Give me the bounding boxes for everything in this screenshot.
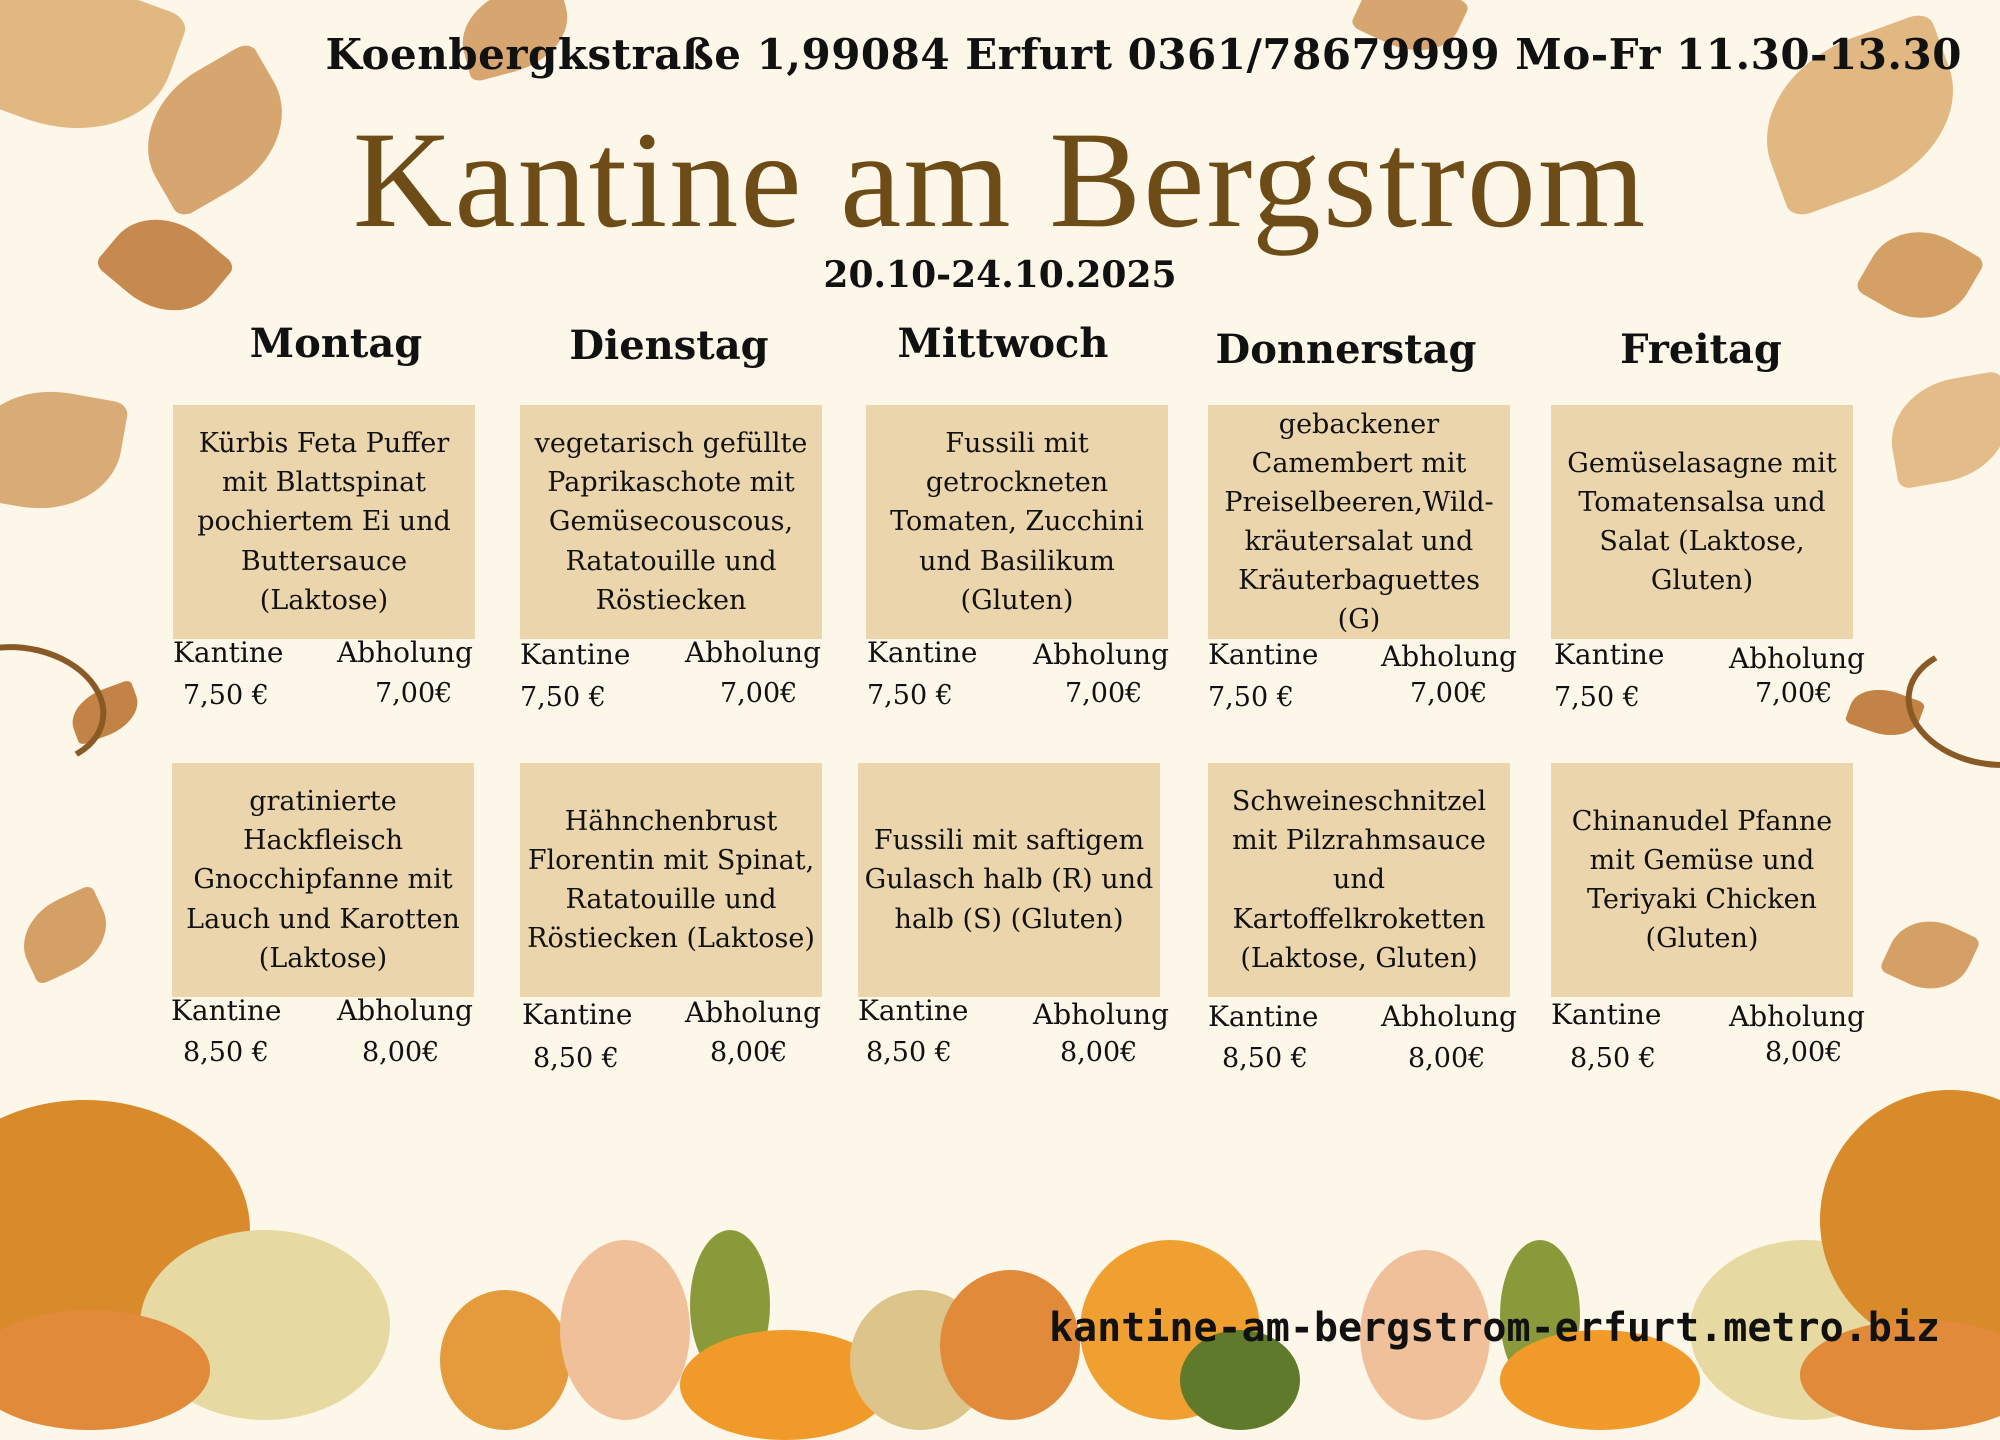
dish-card: Schweineschnitzel mit Pilzrahmsauce und Kartoffelkroketten (Laktose, Gluten) xyxy=(1208,763,1510,997)
abholung-price: 8,00€ xyxy=(710,1037,788,1068)
abholung-price: 7,00€ xyxy=(1410,678,1488,709)
abholung-price: 8,00€ xyxy=(1408,1043,1486,1074)
pumpkin-decoration xyxy=(560,1240,690,1420)
abholung-label: Abholung xyxy=(1033,998,1169,1031)
abholung-label: Abholung xyxy=(1729,1000,1865,1033)
kantine-label: Kantine xyxy=(1554,638,1665,671)
kantine-label: Kantine xyxy=(1551,998,1662,1031)
abholung-label: Abholung xyxy=(1381,640,1517,673)
kantine-label: Kantine xyxy=(520,638,631,671)
kantine-price: 7,50 € xyxy=(1554,682,1640,713)
abholung-price: 7,00€ xyxy=(375,678,453,709)
dish-card: Fussili mit saftigem Gulasch halb (R) und halb (S) (Gluten) xyxy=(858,763,1160,997)
vine-decoration xyxy=(0,631,116,781)
kantine-price: 7,50 € xyxy=(867,680,953,711)
kantine-price: 8,50 € xyxy=(1222,1043,1308,1074)
dish-card: Kürbis Feta Puffer mit Blattspinat pochiertem Ei und Buttersauce (Laktose) xyxy=(173,405,475,639)
vine-decoration xyxy=(1896,631,2000,781)
kantine-label: Kantine xyxy=(867,636,978,669)
dish-card: vegetarisch gefüllte Paprikaschote mit Gemüsecouscous, Ratatouille und Röstiecken xyxy=(520,405,822,639)
kantine-label: Kantine xyxy=(171,994,282,1027)
kantine-price: 7,50 € xyxy=(183,680,269,711)
kantine-price: 8,50 € xyxy=(1570,1043,1656,1074)
dish-card: Fussili mit getrockneten Tomaten, Zucchini und Basilikum (Gluten) xyxy=(866,405,1168,639)
pumpkin-decoration xyxy=(440,1290,570,1430)
dish-card: gebackener Camembert mit Preiselbeeren,Wild-kräutersalat und Kräuterbaguettes (G) xyxy=(1208,405,1510,639)
day-header-mittwoch: Mittwoch xyxy=(897,320,1109,367)
abholung-label: Abholung xyxy=(685,996,821,1029)
kantine-price: 8,50 € xyxy=(533,1043,619,1074)
abholung-label: Abholung xyxy=(337,994,473,1027)
kantine-label: Kantine xyxy=(173,636,284,669)
kantine-label: Kantine xyxy=(1208,638,1319,671)
kantine-label: Kantine xyxy=(522,998,633,1031)
dish-card: Chinanudel Pfanne mit Gemüse und Teriyaki Chicken (Gluten) xyxy=(1551,763,1853,997)
kantine-label: Kantine xyxy=(858,994,969,1027)
abholung-label: Abholung xyxy=(1033,638,1169,671)
abholung-price: 8,00€ xyxy=(1765,1037,1843,1068)
kantine-price: 7,50 € xyxy=(1208,682,1294,713)
abholung-price: 7,00€ xyxy=(1755,678,1833,709)
autumn-leaf-decoration xyxy=(1882,370,2000,489)
day-header-dienstag: Dienstag xyxy=(569,322,769,369)
abholung-label: Abholung xyxy=(1381,1000,1517,1033)
kantine-label: Kantine xyxy=(1208,1000,1319,1033)
autumn-leaf-decoration xyxy=(1879,906,1981,1003)
autumn-leaf-decoration xyxy=(0,378,129,522)
abholung-price: 7,00€ xyxy=(1065,678,1143,709)
dish-card: Gemüselasagne mit Tomatensalsa und Salat (Laktose, Gluten) xyxy=(1551,405,1853,639)
kantine-price: 8,50 € xyxy=(183,1037,269,1068)
dish-card: Hähnchenbrust Florentin mit Spinat, Ratatouille und Röstiecken (Laktose) xyxy=(520,763,822,997)
kantine-price: 8,50 € xyxy=(866,1037,952,1068)
autumn-leaf-decoration xyxy=(9,884,120,985)
abholung-label: Abholung xyxy=(1729,642,1865,675)
date-range: 20.10-24.10.2025 xyxy=(823,254,1177,296)
abholung-price: 7,00€ xyxy=(720,678,798,709)
abholung-price: 8,00€ xyxy=(1060,1037,1138,1068)
kantine-price: 7,50 € xyxy=(520,682,606,713)
abholung-label: Abholung xyxy=(337,636,473,669)
day-header-donnerstag: Donnerstag xyxy=(1215,326,1477,373)
dish-card: gratinierte Hackfleisch Gnocchipfanne mit Lauch und Karotten (Laktose) xyxy=(172,763,474,997)
day-header-montag: Montag xyxy=(249,320,423,367)
website-url: kantine-am-bergstrom-erfurt.metro.biz xyxy=(1048,1305,1940,1351)
address-contact-line: Koenbergkstraße 1,99084 Erfurt 0361/78679999 Mo-Fr 11.30-13.30 xyxy=(325,30,1962,79)
abholung-label: Abholung xyxy=(685,636,821,669)
day-header-freitag: Freitag xyxy=(1620,326,1782,373)
abholung-price: 8,00€ xyxy=(362,1037,440,1068)
page-title: Kantine am Bergstrom xyxy=(352,103,1648,256)
